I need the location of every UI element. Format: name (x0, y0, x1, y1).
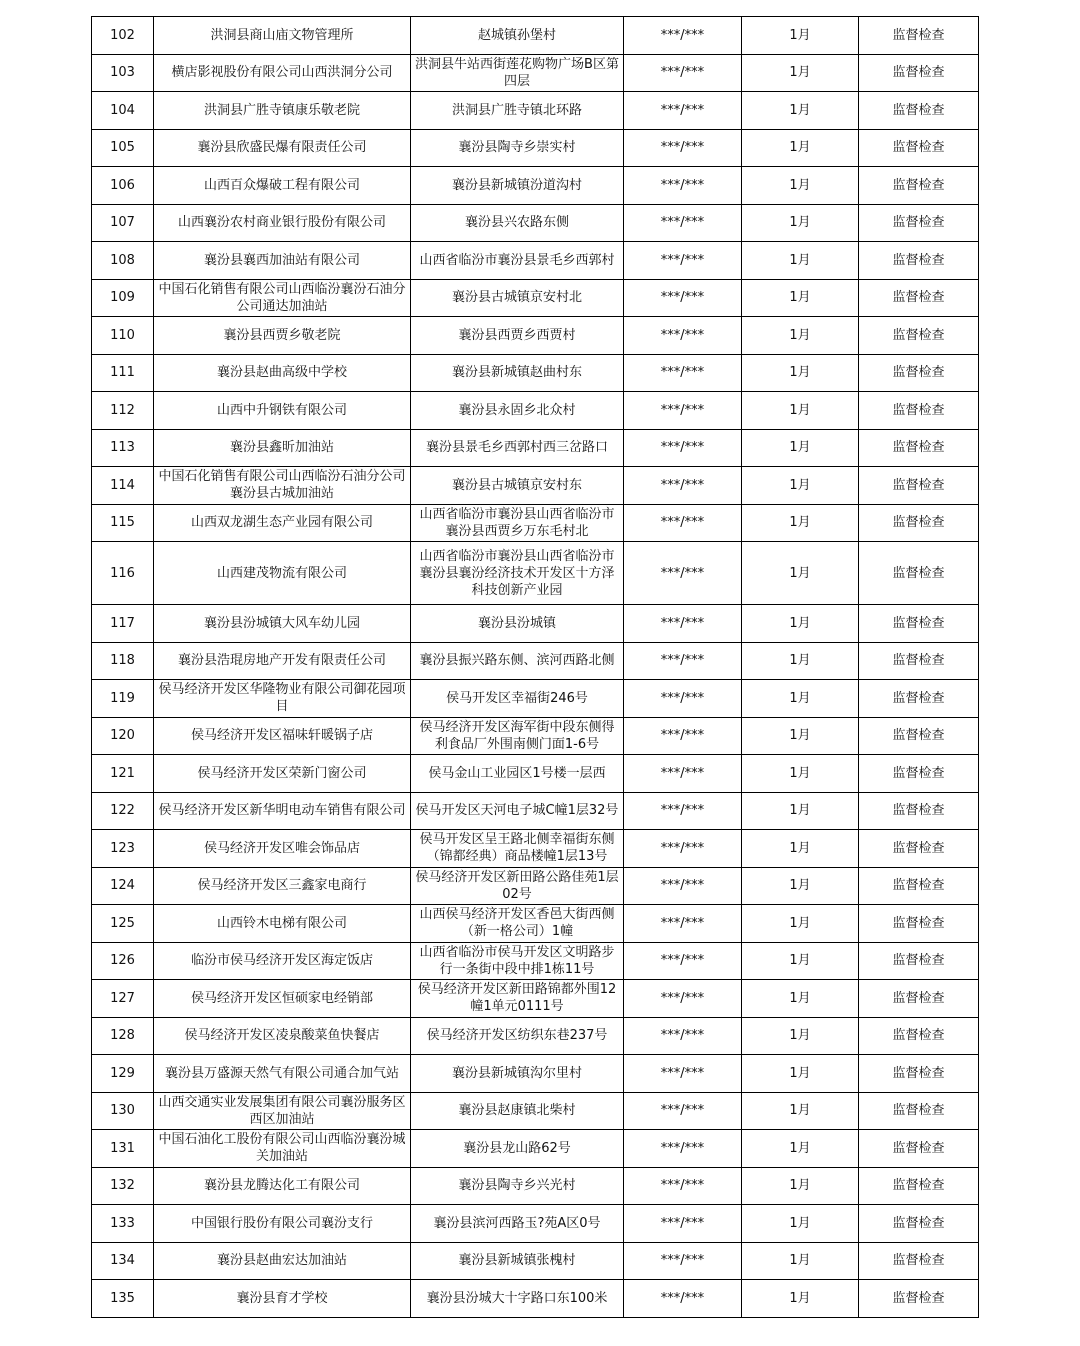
cell-inspection-type: 监督检查 (859, 792, 979, 830)
cell-month: 1月 (742, 1017, 859, 1055)
table-row (92, 92, 979, 130)
cell-address: 襄汾县汾城大十字路口东100米 (411, 1280, 624, 1318)
cell-number: 118 (92, 642, 154, 680)
cell-contact: ***/*** (624, 167, 742, 205)
table-row (92, 717, 979, 755)
table-row (92, 54, 979, 92)
table-row (92, 354, 979, 392)
cell-inspection-type: 监督检查 (859, 204, 979, 242)
cell-address: 赵城镇孙堡村 (411, 17, 624, 55)
cell-address: 襄汾县陶寺乡兴光村 (411, 1167, 624, 1205)
table-row (92, 392, 979, 430)
cell-address: 侯马金山工业园区1号楼一层西 (411, 755, 624, 793)
cell-unit-name: 侯马经济开发区唯会饰品店 (154, 830, 411, 868)
cell-contact: ***/*** (624, 1130, 742, 1168)
cell-inspection-type: 监督检查 (859, 1167, 979, 1205)
cell-number: 112 (92, 392, 154, 430)
cell-month: 1月 (742, 755, 859, 793)
cell-contact: ***/*** (624, 755, 742, 793)
cell-inspection-type: 监督检查 (859, 1092, 979, 1130)
cell-month: 1月 (742, 905, 859, 943)
cell-inspection-type: 监督检查 (859, 680, 979, 718)
cell-inspection-type: 监督检查 (859, 1242, 979, 1280)
table-row (92, 317, 979, 355)
cell-month: 1月 (742, 980, 859, 1018)
cell-number: 107 (92, 204, 154, 242)
cell-contact: ***/*** (624, 1055, 742, 1093)
cell-inspection-type: 监督检查 (859, 354, 979, 392)
cell-unit-name: 洪洞县商山庙文物管理所 (154, 17, 411, 55)
cell-contact: ***/*** (624, 980, 742, 1018)
cell-inspection-type: 监督检查 (859, 504, 979, 542)
cell-unit-name: 侯马经济开发区华隆物业有限公司御花园项目 (154, 680, 411, 718)
cell-unit-name: 襄汾县汾城镇大风车幼儿园 (154, 605, 411, 643)
cell-number: 122 (92, 792, 154, 830)
cell-contact: ***/*** (624, 542, 742, 605)
table-row (92, 17, 979, 55)
cell-month: 1月 (742, 642, 859, 680)
cell-unit-name: 襄汾县鑫昕加油站 (154, 429, 411, 467)
cell-inspection-type: 监督检查 (859, 830, 979, 868)
cell-inspection-type: 监督检查 (859, 129, 979, 167)
cell-contact: ***/*** (624, 354, 742, 392)
cell-month: 1月 (742, 504, 859, 542)
cell-inspection-type: 监督检查 (859, 1055, 979, 1093)
cell-number: 125 (92, 905, 154, 943)
table-row (92, 980, 979, 1018)
cell-month: 1月 (742, 429, 859, 467)
cell-month: 1月 (742, 605, 859, 643)
cell-contact: ***/*** (624, 1092, 742, 1130)
cell-number: 119 (92, 680, 154, 718)
cell-inspection-type: 监督检查 (859, 1017, 979, 1055)
cell-number: 134 (92, 1242, 154, 1280)
cell-contact: ***/*** (624, 642, 742, 680)
cell-month: 1月 (742, 830, 859, 868)
cell-contact: ***/*** (624, 717, 742, 755)
cell-contact: ***/*** (624, 1205, 742, 1243)
table-row (92, 204, 979, 242)
cell-month: 1月 (742, 167, 859, 205)
cell-contact: ***/*** (624, 905, 742, 943)
cell-inspection-type: 监督检查 (859, 1130, 979, 1168)
cell-month: 1月 (742, 204, 859, 242)
cell-address: 侯马经济开发区海军街中段东侧得利食品厂外围南侧门面1-6号 (411, 717, 624, 755)
cell-contact: ***/*** (624, 242, 742, 280)
cell-contact: ***/*** (624, 54, 742, 92)
cell-address: 襄汾县龙山路62号 (411, 1130, 624, 1168)
cell-month: 1月 (742, 242, 859, 280)
cell-inspection-type: 监督检查 (859, 867, 979, 905)
table-row (92, 792, 979, 830)
cell-address: 洪洞县牛站西街莲花购物广场B区第四层 (411, 54, 624, 92)
table-row (92, 1055, 979, 1093)
cell-month: 1月 (742, 942, 859, 980)
cell-contact: ***/*** (624, 942, 742, 980)
cell-month: 1月 (742, 680, 859, 718)
table-row (92, 755, 979, 793)
cell-contact: ***/*** (624, 467, 742, 505)
cell-unit-name: 襄汾县赵曲高级中学校 (154, 354, 411, 392)
cell-address: 襄汾县永固乡北众村 (411, 392, 624, 430)
cell-address: 襄汾县赵康镇北柴村 (411, 1092, 624, 1130)
cell-number: 111 (92, 354, 154, 392)
cell-unit-name: 襄汾县育才学校 (154, 1280, 411, 1318)
cell-inspection-type: 监督检查 (859, 1280, 979, 1318)
cell-contact: ***/*** (624, 279, 742, 317)
cell-inspection-type: 监督检查 (859, 167, 979, 205)
cell-number: 124 (92, 867, 154, 905)
cell-inspection-type: 监督检查 (859, 242, 979, 280)
inspection-table-sheet (91, 16, 978, 1318)
table-row (92, 504, 979, 542)
table-row (92, 605, 979, 643)
table-row (92, 1017, 979, 1055)
cell-number: 117 (92, 605, 154, 643)
cell-address: 洪洞县广胜寺镇北环路 (411, 92, 624, 130)
cell-inspection-type: 监督检查 (859, 392, 979, 430)
cell-address: 山西省临汾市襄汾县山西省临汾市襄汾县西贾乡万东毛村北 (411, 504, 624, 542)
table-row (92, 1092, 979, 1130)
cell-address: 襄汾县新城镇沟尔里村 (411, 1055, 624, 1093)
cell-inspection-type: 监督检查 (859, 429, 979, 467)
cell-contact: ***/*** (624, 1242, 742, 1280)
cell-contact: ***/*** (624, 1167, 742, 1205)
cell-month: 1月 (742, 467, 859, 505)
table-row (92, 1280, 979, 1318)
cell-address: 襄汾县古城镇京安村东 (411, 467, 624, 505)
cell-unit-name: 山西襄汾农村商业银行股份有限公司 (154, 204, 411, 242)
cell-inspection-type: 监督检查 (859, 317, 979, 355)
cell-number: 120 (92, 717, 154, 755)
cell-contact: ***/*** (624, 792, 742, 830)
cell-number: 104 (92, 92, 154, 130)
cell-unit-name: 临汾市侯马经济开发区海定饭店 (154, 942, 411, 980)
cell-month: 1月 (742, 792, 859, 830)
cell-address: 侯马开发区呈王路北侧幸福街东侧（锦都经典）商品楼幢1层13号 (411, 830, 624, 868)
cell-number: 108 (92, 242, 154, 280)
cell-contact: ***/*** (624, 429, 742, 467)
cell-address: 襄汾县新城镇张槐村 (411, 1242, 624, 1280)
cell-unit-name: 山西铃木电梯有限公司 (154, 905, 411, 943)
cell-month: 1月 (742, 17, 859, 55)
cell-number: 129 (92, 1055, 154, 1093)
cell-contact: ***/*** (624, 830, 742, 868)
cell-unit-name: 侯马经济开发区凌泉酸菜鱼快餐店 (154, 1017, 411, 1055)
cell-address: 襄汾县西贾乡西贾村 (411, 317, 624, 355)
cell-contact: ***/*** (624, 17, 742, 55)
cell-month: 1月 (742, 542, 859, 605)
cell-contact: ***/*** (624, 867, 742, 905)
cell-number: 106 (92, 167, 154, 205)
cell-address: 襄汾县古城镇京安村北 (411, 279, 624, 317)
table-row (92, 429, 979, 467)
cell-contact: ***/*** (624, 504, 742, 542)
cell-month: 1月 (742, 1242, 859, 1280)
cell-inspection-type: 监督检查 (859, 717, 979, 755)
cell-unit-name: 山西双龙湖生态产业园有限公司 (154, 504, 411, 542)
cell-unit-name: 中国石油化工股份有限公司山西临汾襄汾城关加油站 (154, 1130, 411, 1168)
cell-number: 135 (92, 1280, 154, 1318)
cell-month: 1月 (742, 1130, 859, 1168)
cell-unit-name: 襄汾县浩琨房地产开发有限责任公司 (154, 642, 411, 680)
cell-number: 114 (92, 467, 154, 505)
cell-contact: ***/*** (624, 392, 742, 430)
cell-inspection-type: 监督检查 (859, 17, 979, 55)
cell-number: 110 (92, 317, 154, 355)
cell-unit-name: 侯马经济开发区三鑫家电商行 (154, 867, 411, 905)
cell-number: 115 (92, 504, 154, 542)
inspection-table (91, 16, 979, 1318)
table-row (92, 242, 979, 280)
cell-address: 山西省临汾市侯马开发区文明路步行一条街中段中排1栋11号 (411, 942, 624, 980)
table-row (92, 942, 979, 980)
cell-address: 襄汾县景毛乡西郭村西三岔路口 (411, 429, 624, 467)
cell-inspection-type: 监督检查 (859, 542, 979, 605)
cell-inspection-type: 监督检查 (859, 605, 979, 643)
cell-address: 山西省临汾市襄汾县山西省临汾市襄汾县襄汾经济技术开发区十方泽科技创新产业园 (411, 542, 624, 605)
cell-month: 1月 (742, 867, 859, 905)
cell-unit-name: 襄汾县赵曲宏达加油站 (154, 1242, 411, 1280)
cell-number: 132 (92, 1167, 154, 1205)
cell-unit-name: 襄汾县万盛源天然气有限公司通合加气站 (154, 1055, 411, 1093)
cell-number: 127 (92, 980, 154, 1018)
cell-month: 1月 (742, 92, 859, 130)
table-row (92, 830, 979, 868)
cell-address: 侯马经济开发区新田路锦都外围12幢1单元0111号 (411, 980, 624, 1018)
cell-inspection-type: 监督检查 (859, 905, 979, 943)
table-row (92, 1130, 979, 1168)
cell-inspection-type: 监督检查 (859, 642, 979, 680)
cell-address: 山西省临汾市襄汾县景毛乡西郭村 (411, 242, 624, 280)
cell-inspection-type: 监督检查 (859, 54, 979, 92)
cell-unit-name: 襄汾县龙腾达化工有限公司 (154, 1167, 411, 1205)
cell-unit-name: 侯马经济开发区荣新门窗公司 (154, 755, 411, 793)
cell-unit-name: 山西建茂物流有限公司 (154, 542, 411, 605)
cell-month: 1月 (742, 1092, 859, 1130)
cell-address: 襄汾县新城镇赵曲村东 (411, 354, 624, 392)
cell-unit-name: 侯马经济开发区福味轩暖锅子店 (154, 717, 411, 755)
cell-address: 襄汾县陶寺乡崇实村 (411, 129, 624, 167)
cell-inspection-type: 监督检查 (859, 1205, 979, 1243)
table-row (92, 1242, 979, 1280)
cell-address: 侯马开发区天河电子城C幢1层32号 (411, 792, 624, 830)
cell-number: 131 (92, 1130, 154, 1168)
cell-unit-name: 山西中升钢铁有限公司 (154, 392, 411, 430)
cell-unit-name: 襄汾县西贾乡敬老院 (154, 317, 411, 355)
cell-number: 103 (92, 54, 154, 92)
table-row (92, 905, 979, 943)
cell-unit-name: 襄汾县欣盛民爆有限责任公司 (154, 129, 411, 167)
table-row (92, 542, 979, 605)
table-row (92, 680, 979, 718)
table-row (92, 642, 979, 680)
cell-unit-name: 襄汾县襄西加油站有限公司 (154, 242, 411, 280)
cell-number: 128 (92, 1017, 154, 1055)
table-body (92, 17, 979, 1318)
cell-unit-name: 中国石化销售有限公司山西临汾石油分公司襄汾县古城加油站 (154, 467, 411, 505)
table-row (92, 1167, 979, 1205)
cell-month: 1月 (742, 1280, 859, 1318)
cell-inspection-type: 监督检查 (859, 755, 979, 793)
cell-month: 1月 (742, 1167, 859, 1205)
cell-unit-name: 中国石化销售有限公司山西临汾襄汾石油分公司通达加油站 (154, 279, 411, 317)
table-row (92, 167, 979, 205)
cell-month: 1月 (742, 279, 859, 317)
cell-month: 1月 (742, 717, 859, 755)
cell-contact: ***/*** (624, 92, 742, 130)
cell-month: 1月 (742, 1055, 859, 1093)
cell-inspection-type: 监督检查 (859, 980, 979, 1018)
cell-inspection-type: 监督检查 (859, 467, 979, 505)
cell-contact: ***/*** (624, 204, 742, 242)
cell-contact: ***/*** (624, 680, 742, 718)
table-row (92, 129, 979, 167)
cell-contact: ***/*** (624, 1017, 742, 1055)
cell-unit-name: 山西交通实业发展集团有限公司襄汾服务区西区加油站 (154, 1092, 411, 1130)
cell-number: 123 (92, 830, 154, 868)
cell-unit-name: 山西百众爆破工程有限公司 (154, 167, 411, 205)
cell-address: 襄汾县振兴路东侧、滨河西路北侧 (411, 642, 624, 680)
cell-number: 121 (92, 755, 154, 793)
cell-month: 1月 (742, 129, 859, 167)
cell-unit-name: 横店影视股份有限公司山西洪洞分公司 (154, 54, 411, 92)
cell-contact: ***/*** (624, 605, 742, 643)
cell-unit-name: 洪洞县广胜寺镇康乐敬老院 (154, 92, 411, 130)
cell-number: 116 (92, 542, 154, 605)
cell-inspection-type: 监督检查 (859, 942, 979, 980)
cell-contact: ***/*** (624, 1280, 742, 1318)
cell-month: 1月 (742, 54, 859, 92)
cell-inspection-type: 监督检查 (859, 92, 979, 130)
cell-address: 侯马开发区幸福街246号 (411, 680, 624, 718)
cell-month: 1月 (742, 354, 859, 392)
cell-number: 126 (92, 942, 154, 980)
cell-unit-name: 侯马经济开发区恒硕家电经销部 (154, 980, 411, 1018)
cell-address: 侯马经济开发区新田路公路佳苑1层02号 (411, 867, 624, 905)
cell-unit-name: 中国银行股份有限公司襄汾支行 (154, 1205, 411, 1243)
cell-number: 109 (92, 279, 154, 317)
cell-number: 133 (92, 1205, 154, 1243)
cell-contact: ***/*** (624, 317, 742, 355)
cell-month: 1月 (742, 392, 859, 430)
cell-address: 襄汾县汾城镇 (411, 605, 624, 643)
cell-number: 130 (92, 1092, 154, 1130)
cell-address: 襄汾县新城镇汾道沟村 (411, 167, 624, 205)
table-row (92, 467, 979, 505)
cell-number: 102 (92, 17, 154, 55)
cell-address: 侯马经济开发区纺织东巷237号 (411, 1017, 624, 1055)
cell-contact: ***/*** (624, 129, 742, 167)
cell-address: 山西侯马经济开发区香邑大街西侧（新一格公司）1幢 (411, 905, 624, 943)
table-row (92, 1205, 979, 1243)
cell-unit-name: 侯马经济开发区新华明电动车销售有限公司 (154, 792, 411, 830)
cell-month: 1月 (742, 1205, 859, 1243)
cell-number: 105 (92, 129, 154, 167)
cell-address: 襄汾县兴农路东侧 (411, 204, 624, 242)
table-row (92, 867, 979, 905)
cell-address: 襄汾县滨河西路玉?苑A区0号 (411, 1205, 624, 1243)
cell-month: 1月 (742, 317, 859, 355)
cell-inspection-type: 监督检查 (859, 279, 979, 317)
cell-number: 113 (92, 429, 154, 467)
table-row (92, 279, 979, 317)
